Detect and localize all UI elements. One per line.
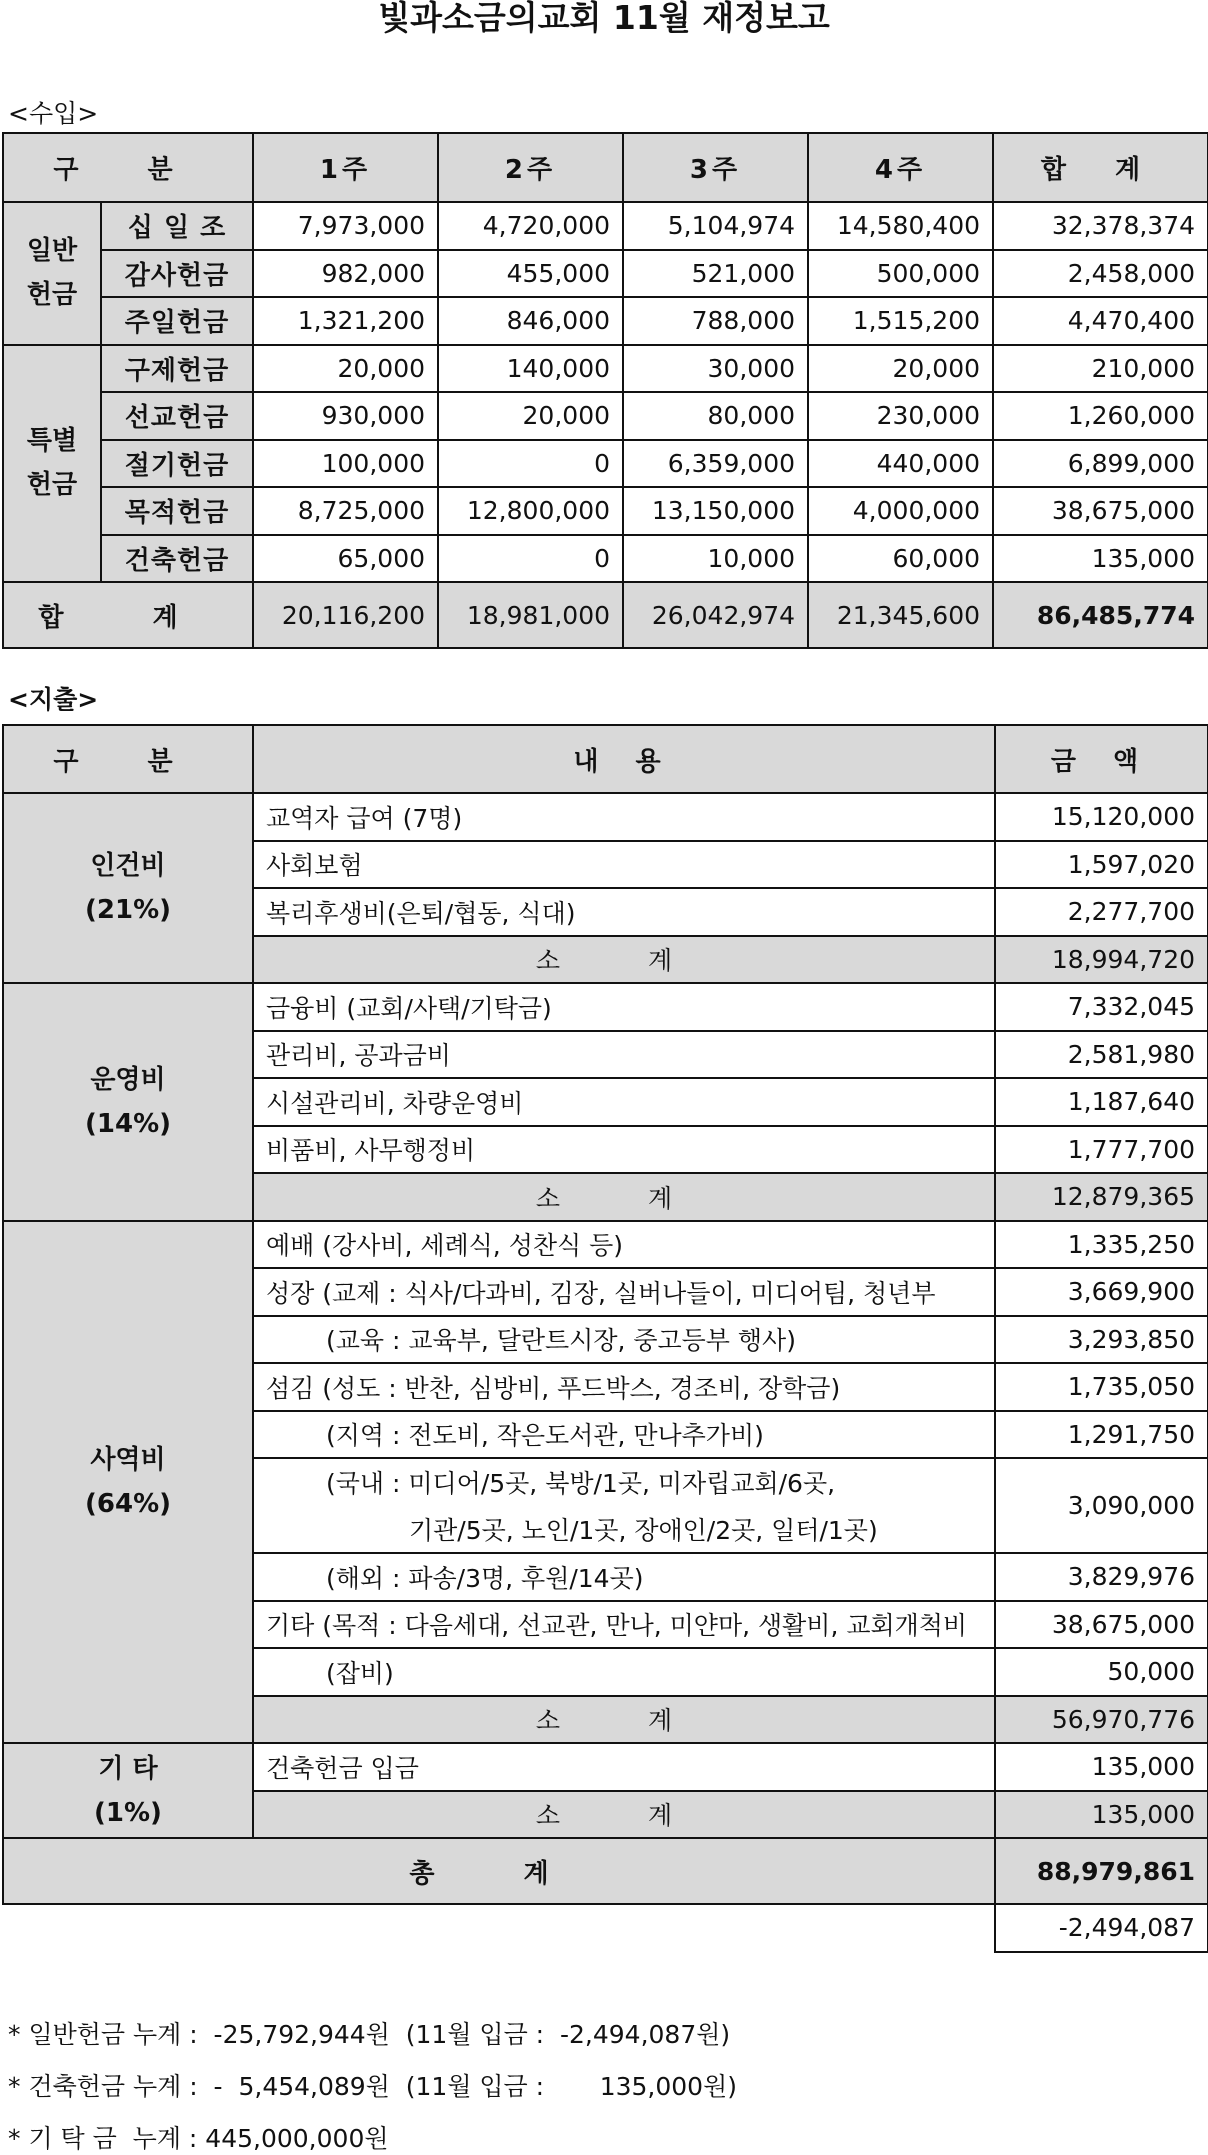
expense-amount: 15,120,000 bbox=[995, 793, 1208, 841]
cell-value: 982,000 bbox=[253, 250, 438, 298]
expense-item: 섬김 (성도 : 반찬, 심방비, 푸드박스, 경조비, 장학금) bbox=[253, 1363, 995, 1411]
expense-amount: 1,735,050 bbox=[995, 1363, 1208, 1411]
row-label: 목적헌금 bbox=[101, 487, 253, 535]
cell-value: 440,000 bbox=[808, 440, 993, 488]
note-general-offering: * 일반헌금 누계 : -25,792,944원 (11월 입금 : -2,494,087원) bbox=[8, 2020, 731, 2049]
expense-item: 금융비 (교회/사택/기탁금) bbox=[253, 983, 995, 1031]
expense-item: 복리후생비(은퇴/협동, 식대) bbox=[253, 888, 995, 936]
subtotal-label: 소 계 bbox=[253, 936, 995, 984]
cell-sum: 2,458,000 bbox=[993, 250, 1208, 298]
cell-sum: 32,378,374 bbox=[993, 202, 1208, 250]
cell-sum: 4,470,400 bbox=[993, 297, 1208, 345]
cell-value: 788,000 bbox=[623, 297, 808, 345]
header-category: 구 분 bbox=[3, 725, 253, 793]
group-general-offering: 일반 헌금 bbox=[3, 202, 101, 345]
expense-item: (지역 : 전도비, 작은도서관, 만나추가비) bbox=[253, 1411, 995, 1459]
cell-value: 20,000 bbox=[808, 345, 993, 393]
header-week3: 3주 bbox=[623, 133, 808, 202]
cell-sum: 210,000 bbox=[993, 345, 1208, 393]
expense-amount: 38,675,000 bbox=[995, 1601, 1208, 1649]
cell-value: 8,725,000 bbox=[253, 487, 438, 535]
expense-amount: 1,291,750 bbox=[995, 1411, 1208, 1459]
cell-value: 30,000 bbox=[623, 345, 808, 393]
cell-value: 846,000 bbox=[438, 297, 623, 345]
header-category: 구 분 bbox=[3, 133, 253, 202]
expense-amount: 7,332,045 bbox=[995, 983, 1208, 1031]
subtotal-amount: 12,879,365 bbox=[995, 1173, 1208, 1221]
cell-sum: 135,000 bbox=[993, 535, 1208, 583]
cell-value: 14,580,400 bbox=[808, 202, 993, 250]
cell-value: 140,000 bbox=[438, 345, 623, 393]
cell-value: 12,800,000 bbox=[438, 487, 623, 535]
group-ministry bbox=[3, 1221, 253, 1744]
group-label: 운영비 bbox=[90, 1064, 166, 1095]
subtotal-label: 소 계 bbox=[253, 1696, 995, 1744]
expense-item: 사회보험 bbox=[253, 841, 995, 889]
expense-amount: 3,293,850 bbox=[995, 1316, 1208, 1364]
group-percent: (21%) bbox=[85, 895, 171, 925]
page-title: 빛과소금의교회 11월 재정보고 bbox=[378, 0, 830, 37]
row-label: 구제헌금 bbox=[101, 345, 253, 393]
header-week1: 1주 bbox=[253, 133, 438, 202]
group-percent: (64%) bbox=[85, 1488, 171, 1519]
subtotal-label: 소 계 bbox=[253, 1173, 995, 1221]
header-sum: 합 계 bbox=[993, 133, 1208, 202]
expense-amount: 135,000 bbox=[995, 1743, 1208, 1791]
cell-sum: 1,260,000 bbox=[993, 392, 1208, 440]
group-percent: (1%) bbox=[94, 1797, 162, 1828]
total-week3: 26,042,974 bbox=[623, 582, 808, 648]
income-table bbox=[2, 132, 1208, 649]
note-deposit: * 기 탁 금 누계 : 445,000,000원 bbox=[8, 2124, 389, 2153]
row-label: 십 일 조 bbox=[101, 202, 253, 250]
expense-item: 관리비, 공과금비 bbox=[253, 1031, 995, 1079]
cell-value: 1,515,200 bbox=[808, 297, 993, 345]
subtotal-amount: 56,970,776 bbox=[995, 1696, 1208, 1744]
total-week2: 18,981,000 bbox=[438, 582, 623, 648]
expense-item: (국내 : 미디어/5곳, 북방/1곳, 미자립교회/6곳, bbox=[253, 1458, 995, 1506]
cell-value: 930,000 bbox=[253, 392, 438, 440]
expense-item: 예배 (강사비, 세례식, 성찬식 등) bbox=[253, 1221, 995, 1269]
expense-amount: 50,000 bbox=[995, 1648, 1208, 1696]
group-personnel bbox=[3, 793, 253, 983]
group-percent: (14%) bbox=[85, 1108, 171, 1139]
cell-value: 13,150,000 bbox=[623, 487, 808, 535]
expense-item: 건축헌금 입금 bbox=[253, 1743, 995, 1791]
expense-amount: 3,090,000 bbox=[995, 1458, 1208, 1553]
cell-value: 100,000 bbox=[253, 440, 438, 488]
note-building-offering: * 건축헌금 누계 : - 5,454,089원 (11월 입금 : 135,000원) bbox=[8, 2072, 737, 2101]
group-label: 사역비 bbox=[90, 1444, 166, 1475]
header-amount: 금 액 bbox=[995, 725, 1208, 793]
cell-value: 1,321,200 bbox=[253, 297, 438, 345]
cell-value: 4,000,000 bbox=[808, 487, 993, 535]
header-week2: 2주 bbox=[438, 133, 623, 202]
income-grand-total: 86,485,774 bbox=[993, 582, 1208, 648]
expense-item-continued: 기관/5곳, 노인/1곳, 장애인/2곳, 일터/1곳) bbox=[253, 1506, 995, 1554]
expense-item: 교역자 급여 (7명) bbox=[253, 793, 995, 841]
header-week4: 4주 bbox=[808, 133, 993, 202]
expense-amount: 3,829,976 bbox=[995, 1553, 1208, 1601]
expense-item: (교육 : 교육부, 달란트시장, 중고등부 행사) bbox=[253, 1316, 995, 1364]
group-other bbox=[3, 1743, 253, 1838]
expense-amount: 1,335,250 bbox=[995, 1221, 1208, 1269]
total-week1: 20,116,200 bbox=[253, 582, 438, 648]
cell-value: 7,973,000 bbox=[253, 202, 438, 250]
subtotal-label: 소 계 bbox=[253, 1791, 995, 1839]
cell-value: 0 bbox=[438, 535, 623, 583]
expense-amount: 1,597,020 bbox=[995, 841, 1208, 889]
cell-value: 20,000 bbox=[438, 392, 623, 440]
cell-value: 60,000 bbox=[808, 535, 993, 583]
cell-value: 521,000 bbox=[623, 250, 808, 298]
group-label: 인건비 bbox=[90, 851, 166, 881]
expense-table bbox=[2, 724, 1208, 1953]
expense-amount: 3,669,900 bbox=[995, 1268, 1208, 1316]
expense-amount: 1,187,640 bbox=[995, 1078, 1208, 1126]
expense-grand-total-label: 총 계 bbox=[3, 1838, 995, 1904]
header-content: 내 용 bbox=[253, 725, 995, 793]
cell-value: 500,000 bbox=[808, 250, 993, 298]
expense-item: 성장 (교제 : 식사/다과비, 김장, 실버나들이, 미디어팀, 청년부 bbox=[253, 1268, 995, 1316]
row-label: 주일헌금 bbox=[101, 297, 253, 345]
group-special-offering: 특별 헌금 bbox=[3, 345, 101, 583]
row-label: 건축헌금 bbox=[101, 535, 253, 583]
expense-amount: 1,777,700 bbox=[995, 1126, 1208, 1174]
cell-value: 455,000 bbox=[438, 250, 623, 298]
group-label: 기 타 bbox=[98, 1753, 158, 1784]
group-operating bbox=[3, 983, 253, 1221]
subtotal-amount: 135,000 bbox=[995, 1791, 1208, 1839]
subtotal-amount: 18,994,720 bbox=[995, 936, 1208, 984]
expense-item: 비품비, 사무행정비 bbox=[253, 1126, 995, 1174]
expense-section-label: <지출> bbox=[8, 685, 99, 714]
cell-value: 10,000 bbox=[623, 535, 808, 583]
cell-value: 0 bbox=[438, 440, 623, 488]
expense-item: (해외 : 파송/3명, 후원/14곳) bbox=[253, 1553, 995, 1601]
expense-item: (잡비) bbox=[253, 1648, 995, 1696]
row-label: 절기헌금 bbox=[101, 440, 253, 488]
cell-value: 4,720,000 bbox=[438, 202, 623, 250]
cell-value: 65,000 bbox=[253, 535, 438, 583]
cell-value: 80,000 bbox=[623, 392, 808, 440]
income-section-label: <수입> bbox=[8, 99, 99, 128]
cell-value: 20,000 bbox=[253, 345, 438, 393]
balance-amount: -2,494,087 bbox=[995, 1904, 1208, 1952]
income-total-label: 합 계 bbox=[3, 582, 253, 648]
cell-value: 230,000 bbox=[808, 392, 993, 440]
row-label: 선교헌금 bbox=[101, 392, 253, 440]
total-week4: 21,345,600 bbox=[808, 582, 993, 648]
cell-sum: 38,675,000 bbox=[993, 487, 1208, 535]
cell-sum: 6,899,000 bbox=[993, 440, 1208, 488]
cell-value: 5,104,974 bbox=[623, 202, 808, 250]
cell-value: 6,359,000 bbox=[623, 440, 808, 488]
expense-amount: 2,581,980 bbox=[995, 1031, 1208, 1079]
expense-amount: 2,277,700 bbox=[995, 888, 1208, 936]
expense-item: 시설관리비, 차량운영비 bbox=[253, 1078, 995, 1126]
expense-item: 기타 (목적 : 다음세대, 선교관, 만나, 미얀마, 생활비, 교회개척비 bbox=[253, 1601, 995, 1649]
expense-grand-total: 88,979,861 bbox=[995, 1838, 1208, 1904]
row-label: 감사헌금 bbox=[101, 250, 253, 298]
